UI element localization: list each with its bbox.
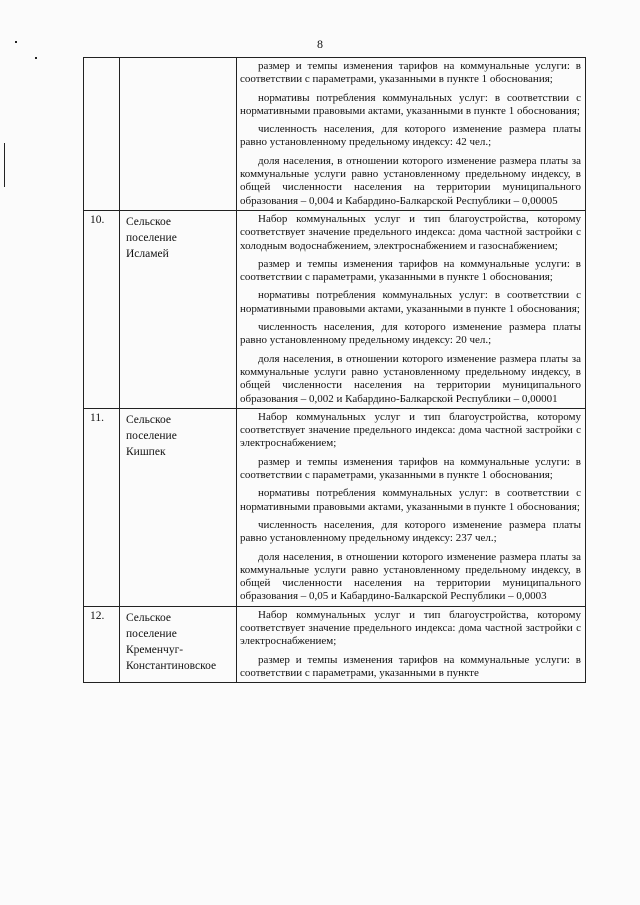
description-paragraph: Набор коммунальных услуг и тип благоустройства, которому соответствует значение предельного индекса: дома частной застройки с электроснабжением; [240,608,581,648]
row-number: 12. [84,606,120,682]
settlement-name-line: поселение [126,231,177,244]
settlement-name [120,58,237,211]
settlement-name-line: Сельское [126,611,172,624]
settlement-name-line: поселение [126,429,177,442]
tariff-description [237,210,586,408]
description-paragraph: размер и темпы изменения тарифов на коммунальные услуги: в соответствии с параметрами, указанными в пункте 1 обоснования; [240,257,581,284]
settlement-name [120,606,237,682]
table-row [84,210,586,408]
settlement-name-line: Сельское [126,413,172,426]
scan-mark [35,57,37,59]
description-paragraph: Набор коммунальных услуг и тип благоустройства, которому соответствует значение предельного индекса: дома частной застройки с холодным водоснабжением, электроснабжением и газоснабжением; [240,212,581,252]
description-paragraph: размер и темпы изменения тарифов на коммунальные услуги: в соответствии с параметрами, указанными в пункте [240,653,581,679]
description-paragraph: доля населения, в отношении которого изменение размера платы за коммунальные услуги равно установленному предельному индексу, в общей численности населения на территории муниципального образования – 0,002 и Кабардино-Балкарской Республики – 0,00001 [240,352,581,405]
settlement-name-line: поселение [126,627,177,640]
table-row [84,408,586,606]
settlement-name [120,408,237,606]
scan-mark [15,41,17,43]
settlements-table [83,57,586,683]
settlement-name-line: Сельское [126,215,172,228]
description-paragraph: размер и темпы изменения тарифов на коммунальные услуги: в соответствии с параметрами, указанными в пункте 1 обоснования; [240,455,581,482]
page-number: 8 [317,37,323,51]
settlement-name-line: Кишпек [126,445,166,458]
description-paragraph: нормативы потребления коммунальных услуг: в соответствии с нормативными правовыми актами, указанными в пункте 1 обоснования; [240,487,581,513]
description-paragraph: численность населения, для которого изменение размера платы равно установленному предельному индексу: 20 чел.; [240,321,581,347]
description-paragraph: нормативы потребления коммунальных услуг: в соответствии с нормативными правовыми актами, указанными в пункте 1 обоснования; [240,289,581,315]
description-paragraph: размер и темпы изменения тарифов на коммунальные услуги: в соответствии с параметрами, указанными в пункте 1 обоснования; [240,60,581,86]
tariff-description [237,606,586,682]
settlement-name [120,210,237,408]
table-row [84,58,586,211]
description-paragraph: численность населения, для которого изменение размера платы равно установленному предельному индексу: 237 чел.; [240,518,581,545]
settlement-name-line: Исламей [126,247,169,260]
description-paragraph: Набор коммунальных услуг и тип благоустройства, которому соответствует значение предельного индекса: дома частной застройки с электроснабжением; [240,410,581,450]
description-paragraph: доля населения, в отношении которого изменение размера платы за коммунальные услуги равно установленному предельному индексу, в общей численности населения на территории муниципального образования – 0,004 и Кабардино-Балкарской Республики – 0,00005 [240,154,581,207]
tariff-description [237,58,586,211]
description-paragraph: доля населения, в отношении которого изменение размера платы за коммунальные услуги равно установленному предельному индексу, в общей численности населения на территории муниципального образования – 0,05 и Кабардино-Балкарской Республики – 0,0003 [240,550,581,603]
table-body [84,58,586,683]
row-number [84,58,120,211]
description-paragraph: численность населения, для которого изменение размера платы равно установленному предельному индексу: 42 чел.; [240,123,581,149]
scan-mark [4,143,5,187]
settlement-name-line: Константиновское [126,659,217,672]
settlement-name-line: Кременчуг- [126,643,184,656]
row-number: 11. [84,408,120,606]
description-paragraph: нормативы потребления коммунальных услуг: в соответствии с нормативными правовыми актами, указанными в пункте 1 обоснования; [240,91,581,117]
table-row [84,606,586,682]
row-number: 10. [84,210,120,408]
tariff-description [237,408,586,606]
